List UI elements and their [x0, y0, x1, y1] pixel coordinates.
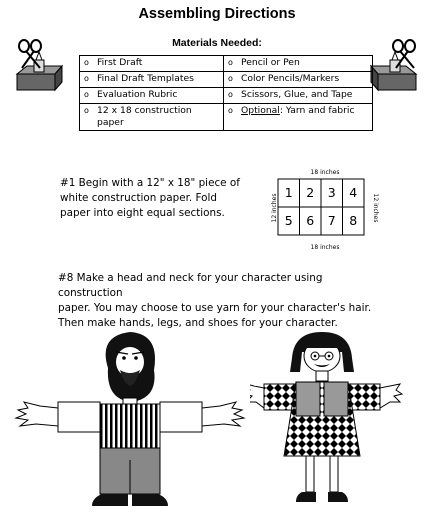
material-item: 12 x 18 construction	[97, 105, 192, 116]
step-1-text	[60, 176, 280, 221]
step-8-line: #8 Make a head and neck for your character using construction	[58, 272, 323, 299]
step-1-line: paper into eight equal sections.	[60, 207, 225, 219]
step-1-line: #1 Begin with a 12" x 18" piece of	[60, 177, 240, 189]
material-item: Pencil or Pen	[241, 57, 300, 68]
step-8-line: paper. You may choose to use yarn for your character's hair.	[58, 302, 372, 314]
bottom-dimension-label: 18 inches	[310, 244, 340, 250]
right-dimension-label: 12 inches	[372, 193, 379, 223]
paper-fold-diagram	[270, 166, 380, 250]
optional-label: Optional	[241, 105, 280, 116]
section-number: 8	[349, 213, 358, 228]
material-item: : Yarn and fabric	[279, 105, 355, 116]
bearded-man-paper-doll	[10, 328, 250, 512]
material-item: First Draft	[97, 57, 143, 68]
material-item: Scissors, Glue, and Tape	[241, 89, 353, 100]
top-dimension-label: 18 inches	[310, 169, 340, 176]
section-number: 4	[349, 185, 358, 200]
step-1-line: white construction paper. Fold	[60, 192, 217, 204]
material-item: Evaluation Rubric	[97, 89, 178, 100]
section-number: 6	[306, 213, 315, 228]
table-row: o First Draft o Pencil or Pen	[80, 56, 373, 72]
materials-table	[79, 55, 373, 131]
material-item: Final Draft Templates	[97, 73, 194, 84]
table-row: o Evaluation Rubric o Scissors, Glue, and Tape	[80, 88, 373, 104]
section-number: 3	[327, 185, 336, 200]
materials-heading: Materials Needed:	[172, 37, 262, 49]
step-8-text	[58, 271, 388, 331]
material-item: Color Pencils/Markers	[241, 73, 340, 84]
section-number: 5	[284, 213, 293, 228]
page-title: Assembling Directions	[138, 6, 296, 22]
step-8-line: Then make hands, legs, and shoes for your character.	[58, 317, 338, 329]
table-row: o Final Draft Templates o Color Pencils/Markers	[80, 72, 373, 88]
girl-paper-doll	[250, 328, 434, 512]
section-number: 7	[327, 213, 336, 228]
section-number: 1	[284, 185, 293, 200]
table-row: o 12 x 18 construction paper o Optional: Yarn and fabric	[80, 104, 373, 131]
material-item-cont: paper	[97, 117, 124, 128]
left-dimension-label: 12 inches	[271, 193, 278, 223]
section-number: 2	[306, 185, 315, 200]
